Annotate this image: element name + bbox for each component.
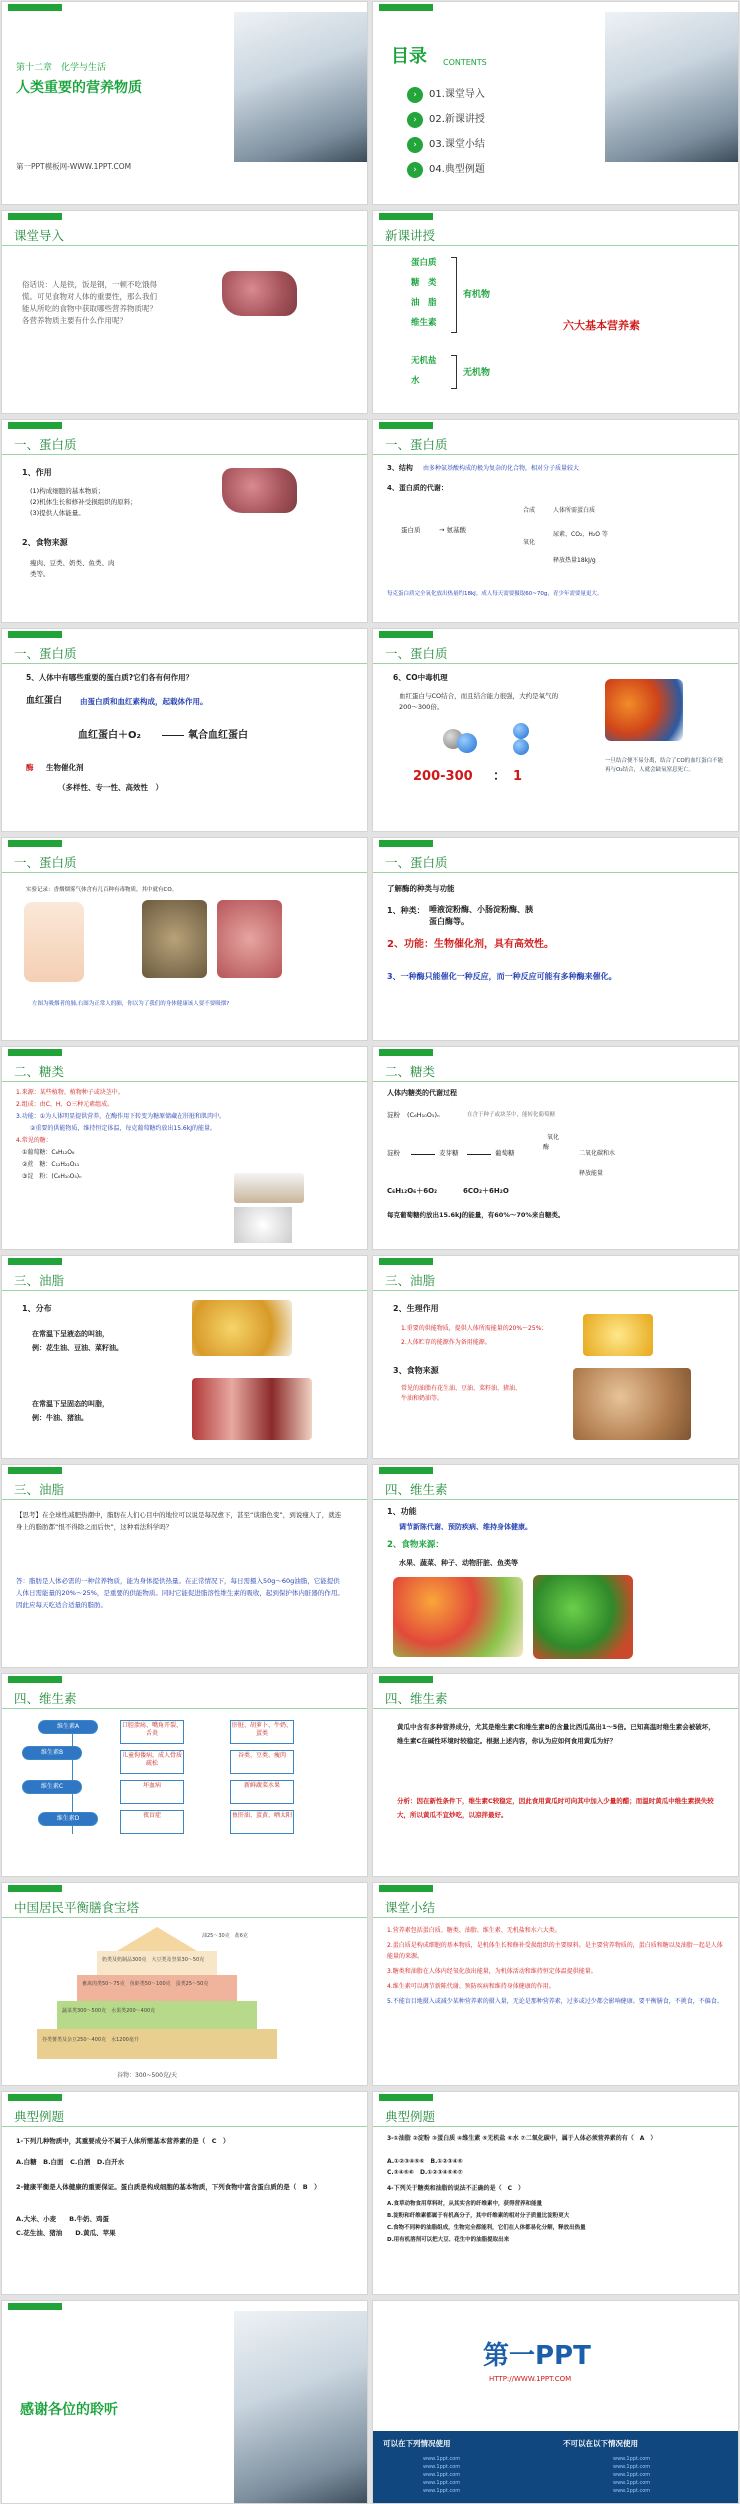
slide-header: [373, 429, 738, 455]
slide-heading: 新课讲授: [385, 228, 436, 243]
question-1-options: [16, 2156, 356, 2169]
bracket: [451, 257, 457, 333]
slide-heading: 一、蛋白质: [385, 646, 448, 661]
oil-jar-image: [583, 1314, 653, 1356]
subheading: 2、食物来源：: [387, 1540, 444, 1550]
food-box: 鱼肝油、蛋黄、晒太阳: [230, 1810, 294, 1834]
fish-image: [212, 336, 322, 376]
slide-heading: 典型例题: [14, 2109, 65, 2124]
metab-energy: 释放热量18kJ/g: [553, 557, 596, 564]
pyramid-tier-1: [117, 1927, 197, 1951]
nutrient-mineral: 无机盐: [411, 356, 437, 366]
slide-examples-1[interactable]: [1, 2091, 368, 2295]
slide-heading: 四、维生素: [385, 1482, 448, 1497]
option[interactable]: A.食草动物食用草料时，从其实含的纤维素中，获得营养和能量: [387, 2201, 542, 2207]
co2-water-label: 二氧化碳和水: [579, 1150, 616, 1157]
question-4: 4-下列关于糖类和油脂的说法不正确的是（ C ）: [387, 2185, 525, 2192]
summary-item: 2.蛋白质是构成细胞的基本物质，是机体生长和修补受损组织的主要原料。是主要营养物质的，蛋白质和糖以及油脂一起是人体能量的来源。: [387, 1942, 723, 1960]
nutrient-sugar: 糖 类: [411, 278, 437, 288]
slide-sugar-1[interactable]: [1, 1046, 368, 1250]
pyramid-bottom-label: 谷物：300~500克/天: [117, 2072, 177, 2079]
contents-item-1[interactable]: 01.课堂导入: [429, 89, 485, 100]
sugar-source: 1.来源：某些植物、植物种子或块茎中。: [16, 1089, 124, 1096]
question-3: 3-①油脂 ②淀粉 ③蛋白质 ④维生素 ⑤无机盐 ⑥水 ⑦二氧化碳中，属于人体必须营养素的有（ A ）: [387, 2135, 657, 2142]
slide-heading: 三、油脂: [14, 1273, 65, 1288]
co-body: 血红蛋白与CO结合，而且结合能力很强，大约是氧气的200～300倍。: [399, 692, 559, 711]
slide-heading: 一、蛋白质: [14, 437, 77, 452]
option[interactable]: B.淀粉和纤维素都属于有机高分子，其中纤维素的相对分子质量比淀粉更大: [387, 2213, 570, 2219]
subheading: 了解酶的种类与功能: [387, 884, 455, 893]
logo-url[interactable]: HTTP://WWW.1PPT.COM: [489, 2375, 572, 2383]
logo-text: 第一PPT: [483, 2341, 591, 2371]
slide-heading: 一、蛋白质: [385, 437, 448, 452]
fat-sources: 常见的油脂有花生油、豆油、菜籽油、猪油、牛油和奶油等。: [401, 1385, 522, 1402]
slide-heading: 课堂小结: [385, 1900, 436, 1915]
slide-license[interactable]: [372, 2300, 739, 2504]
equation-left: 血红蛋白＋O₂: [78, 730, 141, 741]
slide-header: [2, 429, 367, 455]
analysis-label: 分析：: [397, 1797, 417, 1805]
slide-heading: 一、蛋白质: [14, 855, 77, 870]
kinds-text: 唾液淀粉酶、小肠淀粉酶、胰蛋白酶等。: [429, 905, 533, 926]
question-text: 6、CO中毒机理: [393, 673, 448, 682]
slide-heading: 三、油脂: [14, 1482, 65, 1497]
metab-protein: 蛋白质: [401, 526, 421, 534]
slide-header: [373, 1265, 738, 1291]
slide-protein-6[interactable]: [372, 837, 739, 1041]
ratio-right: 1: [513, 769, 523, 784]
sugar-function: 3.功能：①为人体明显提供营养，在酶作用下转变为糖原储藏在肝脏和肌肉中。: [16, 1113, 226, 1120]
ratio-sep: ：: [493, 769, 507, 784]
slide-header: [373, 1892, 738, 1918]
six-nutrients-label: 六大基本营养素: [563, 319, 640, 332]
oxygen-atom-icon: [513, 723, 529, 739]
oxidation-label: 氧化: [547, 1134, 560, 1141]
inorganic-label: 无机物: [463, 368, 491, 378]
option[interactable]: B.①②③④⑤: [430, 2158, 463, 2165]
question-3-options: [387, 2156, 727, 2178]
slide-vitamin-1[interactable]: [372, 1464, 739, 1668]
metab-oxidize: 氧化: [523, 539, 536, 546]
function-list: [30, 486, 137, 519]
question-4-options: [387, 2198, 727, 2246]
oil-examples: 例：花生油、豆油、菜籽油。: [32, 1344, 123, 1352]
sugar-cubes-image: [234, 1207, 292, 1243]
peanuts-image: [573, 1368, 691, 1440]
equation-right: 6CO₂＋6H₂O: [463, 1187, 509, 1195]
slide-header: [373, 847, 738, 873]
slide-protein-5[interactable]: [1, 837, 368, 1041]
fat-role-1: 1.重要的供能物质，提供人体所需能量的20%～25%；: [401, 1325, 548, 1332]
contents-item-4[interactable]: 04.典型例题: [429, 164, 485, 175]
option[interactable]: A.①②③④⑤⑥: [387, 2158, 425, 2165]
vitamin-a-node: 维生素A: [38, 1720, 98, 1734]
metab-human-protein: 人体所需蛋白质: [553, 507, 596, 514]
slide-sugar-2[interactable]: [372, 1046, 739, 1250]
bracket: [451, 355, 457, 389]
sugar-starch: ③淀 粉：(C₆H₁₀O₅)ₙ: [22, 1173, 82, 1180]
slide-header: [373, 1056, 738, 1082]
equation-left: C₆H₁₂O₆＋6O₂: [387, 1187, 438, 1195]
slide-header: [2, 2101, 367, 2127]
enzyme-props: （多样性、专一性、高效性 ）: [58, 783, 163, 792]
organic-label: 有机物: [463, 290, 491, 300]
vegetable-oil-image: [192, 1300, 292, 1356]
slide-heading: 三、油脂: [385, 1273, 436, 1288]
slide-fat-2[interactable]: [372, 1255, 739, 1459]
sugar-list: [16, 1087, 356, 1183]
structure-text: 由多种氨基酸构成的极为复杂的化合物，相对分子质量较大: [423, 465, 580, 472]
pyramid-tier-3: [77, 1975, 237, 2001]
slide-header: [373, 220, 738, 246]
subheading: 3、食物来源: [393, 1366, 439, 1375]
intro-text: 俗话说：人是铁，饭是钢，一顿不吃饿得慌。可见食物对人体的重要性，那么我们能从所吃的食物中获取哪些营养物质呢？各营养物质主要有什么作用呢？: [22, 280, 157, 325]
nutrient-protein: 蛋白质: [411, 258, 437, 268]
enzyme-desc: 生物催化剂: [46, 763, 84, 772]
bullet-icon: ›: [407, 137, 423, 153]
slide-header: [2, 1265, 367, 1291]
option[interactable]: D.用有机溶剂可以把大豆、花生中的油脂提取出来: [387, 2237, 510, 2243]
slide-title-text: 人类重要的营养物质: [16, 80, 142, 96]
organic-list: [411, 253, 437, 333]
lab-scientist-photo: [234, 12, 368, 162]
oxygen-atom-icon: [457, 733, 477, 753]
slide-header: [2, 847, 367, 873]
starch-label: 淀粉: [387, 1111, 400, 1119]
sugar-glucose: ①葡萄糖：C₆H₁₂O₆: [22, 1149, 75, 1156]
hemoglobin-desc: 由蛋白质和血红素构成，起载体作用。: [80, 697, 208, 706]
starch-formula: (C₆H₁₀O₅)ₙ: [407, 1111, 440, 1119]
tier-label: 油25～30克 盐6克: [202, 1933, 248, 1939]
slide-header: [2, 1683, 367, 1709]
bullet-icon: ›: [407, 112, 423, 128]
slide-thanks[interactable]: [1, 2300, 368, 2504]
lab-scientist-photo: [234, 2311, 368, 2504]
tier-label: 畜禽肉类50～75克 鱼虾类50～100克 蛋类25～50克: [82, 1981, 209, 1987]
starch-note: 在含于种子或块茎中，能转化葡萄糖: [467, 1112, 556, 1118]
slide-nutrients[interactable]: [372, 210, 739, 414]
question-2: 2-健康平衡是人体健康的重要保证。蛋白质是构成细胞的基本物质，下列食物中富含蛋白质的是（ B ）: [16, 2183, 321, 2191]
option[interactable]: C.③④⑤⑥: [387, 2169, 415, 2176]
slide-header: [373, 638, 738, 664]
option[interactable]: D.白开水: [96, 2158, 125, 2166]
slide-heading: 四、维生素: [14, 1691, 77, 1706]
arrow: [411, 1154, 435, 1155]
summary-item: 4.维生素可以调节新陈代谢、预防疾病和维持身体健康的作用。: [387, 1983, 555, 1990]
ratio-left: 200-300: [413, 769, 473, 784]
chapter-label: 第十二章 化学与生活: [16, 63, 107, 73]
slide-header: [2, 1056, 367, 1082]
metab-products: 尿素、CO₂、H₂O 等: [553, 531, 608, 538]
tier-label: 蔬菜类300～500克 水果类200～400克: [62, 2008, 156, 2014]
subheading: 1、分布: [22, 1304, 52, 1313]
kinds-label: 1、种类：: [387, 906, 425, 915]
can-use-heading: 可以在下列情况使用: [383, 2439, 451, 2448]
nutrient-vitamin: 维生素: [411, 318, 437, 328]
sugar-energy-note: 每克葡萄糖约放出15.6kJ的能量，有60%～70%来自糖类。: [387, 1211, 565, 1219]
subheading: 4、蛋白质的代谢：: [387, 484, 448, 492]
metab-amino: → 氨基酸: [439, 526, 467, 534]
footer-url: 第一PPT模板网-WWW.1PPT.COM: [16, 162, 132, 171]
slide-heading: 一、蛋白质: [385, 855, 448, 870]
deficiency-box: 夜盲症: [120, 1810, 184, 1834]
slide-protein-1[interactable]: [1, 419, 368, 623]
summary-item: 1.营养素包括蛋白质、糖类、油脂、维生素、无机盐和水六大类。: [387, 1927, 561, 1934]
option[interactable]: C.食物不同种的油脂组成，生物完全都能利，它们在人体都易化分解，释放出热量: [387, 2225, 586, 2231]
slide-header: [2, 1892, 367, 1918]
summary-item: 5.不能盲目地摄入或减少某种营养素的摄入量，无论是那种营养素，过多或过少都会影响健康。要平衡膳食，不挑食，不偏食。: [387, 1998, 723, 2005]
lab-scientist-photo: [605, 12, 739, 162]
contents-title: 目录: [391, 46, 427, 67]
option[interactable]: C.花生油、猪油: [16, 2229, 63, 2237]
meat-image: [222, 271, 297, 316]
fat-role-2: 2.人体贮存的能源作为备用能源。: [401, 1339, 491, 1346]
slide-heading: 二、糖类: [385, 1064, 436, 1079]
fat-examples: 例：牛油、猪油。: [32, 1414, 88, 1422]
experiment-text: 实验记录：香烟烟雾气体含有几百种有毒物质，其中就有CO。: [26, 887, 178, 893]
meat-image: [222, 468, 297, 513]
slide-vitamin-3[interactable]: [372, 1673, 739, 1877]
slide-protein-2[interactable]: [372, 419, 739, 623]
tier-label: 奶类及奶制品300克 大豆类及坚果30～50克: [102, 1957, 205, 1963]
list-item: (3)提供人体能量。: [30, 509, 85, 517]
smoking-diagram: [24, 902, 84, 982]
slide-heading: 中国居民平衡膳食宝塔: [14, 1900, 140, 1915]
option[interactable]: A.大米、小麦: [16, 2215, 57, 2223]
cucumber-answer: [397, 1794, 717, 1822]
cannot-use-links[interactable]: www.1ppt.com www.1ppt.com www.1ppt.com www.1ppt.com www.1ppt.com: [613, 2456, 651, 2494]
slide-heading: 一、蛋白质: [14, 646, 77, 661]
slide-protein-3[interactable]: [1, 628, 368, 832]
subheading: 1、作用: [22, 468, 52, 477]
deficiency-box: 儿童佝偻病，成人骨质疏松: [120, 1750, 184, 1774]
oxygen-atom-icon: [513, 739, 529, 755]
subheading: 3、结构: [387, 464, 413, 472]
enzyme-note: 3、一种酶只能催化一种反应，而一种反应可能有多种酶来催化。: [387, 972, 617, 981]
vitamin-b-node: 维生素B: [22, 1746, 82, 1760]
oil-def: 在常温下呈液态的叫油，: [32, 1330, 109, 1338]
slide-header: [373, 1683, 738, 1709]
cucumber-question: 黄瓜中含有多种营养成分，尤其是维生素C和维生素B的含量比西瓜高出1～5倍。已知高温时维生素会被破坏，维生素C在碱性环境时较稳定。根据上述内容，你认为应如何食用黄瓜为好？: [397, 1723, 715, 1745]
fat-def: 在常温下呈固态的叫脂，: [32, 1400, 109, 1408]
list-item: (2)机体生长和修补受损组织的原料；: [30, 498, 137, 506]
sugar-package-image: [234, 1173, 304, 1203]
healthy-lung-image: [217, 900, 282, 978]
function-text: 2、功能：生物催化剂，具有高效性。: [387, 939, 554, 950]
metab-synth: 合成: [523, 507, 536, 514]
maltose-label: 麦芽糖: [439, 1149, 459, 1157]
fruit-image: [393, 1577, 523, 1657]
question-2-options: [16, 2212, 356, 2240]
slide-heading: 二、糖类: [14, 1064, 65, 1079]
energy-release-label: 释放能量: [579, 1170, 604, 1177]
arrow: [162, 735, 184, 736]
subheading: 2、食物来源: [22, 538, 68, 547]
hemoglobin-label: 血红蛋白: [26, 696, 63, 706]
can-use-links[interactable]: www.1ppt.com www.1ppt.com www.1ppt.com www.1ppt.com www.1ppt.com: [423, 2456, 461, 2494]
think-question: 【思考】在全球性减肥热潮中，脂肪在人们心目中的地位可以说是每况愈下，甚至“谈脂色变”，到说瘦人了，就连身上的脂肪都“恨不得除之而后快”，这种看法科学吗？: [16, 1511, 342, 1531]
slide-food-pyramid[interactable]: [1, 1882, 368, 2086]
sugar-sucrose: ②蔗 糖：C₁₂H₂₂O₁₁: [22, 1161, 80, 1168]
option[interactable]: C.白酒: [70, 2158, 91, 2166]
sugar-energy: ②重要的供能物质，维持恒定体温，每克葡萄糖约放出15.6kJ的能量。: [30, 1125, 216, 1132]
list-item: (1)构成细胞的基本物质；: [30, 487, 105, 495]
think-answer: 答：脂肪是人体必需的一种营养物质，能为身体提供热量。在正常情况下，每日需摄入50g～60g油脂，它能提供人体日需能量的20%～25%，是重要的供能物质。同时它能促进脂溶性维生素的吸收，起到保护体内脏器的作用。因此应每天吃适合适量的脂肪。: [16, 1577, 344, 1609]
sugar-composition: 2.组成：由C、H、O三种元素组成。: [16, 1101, 114, 1108]
vegetable-image: [533, 1575, 633, 1659]
enzyme-label: 酶: [26, 763, 34, 772]
bullet-icon: ›: [407, 87, 423, 103]
slide-summary[interactable]: [372, 1882, 739, 2086]
vitamin-d-node: 维生素D: [38, 1812, 98, 1826]
inorganic-list: [411, 351, 437, 391]
deficiency-box: 坏血病: [120, 1780, 184, 1804]
slide-header: [2, 220, 367, 246]
hemoglobin-model-image: [605, 679, 683, 741]
meat-fat-image: [192, 1378, 312, 1440]
slide-fat-1[interactable]: [1, 1255, 368, 1459]
slide-examples-2[interactable]: [372, 2091, 739, 2295]
contents-title-en: CONTENTS: [443, 58, 487, 67]
tier-label: 谷类薯类及杂豆250～400克 水1200毫升: [42, 2037, 139, 2043]
lung-caption: 左图为吸烟者的肺,右图为正常人的肺，你以为了我们的身体健康该人要不要吸烟?: [32, 1001, 230, 1007]
option[interactable]: A.白糖: [16, 2158, 37, 2166]
nutrient-water: 水: [411, 376, 420, 386]
subheading: 2、生理作用: [393, 1304, 439, 1313]
slide-header: [2, 638, 367, 664]
cannot-use-heading: 不可以在以下情况使用: [563, 2439, 638, 2448]
slide-heading: 典型例题: [385, 2109, 436, 2124]
pyramid-tier-4: [57, 2001, 257, 2029]
subheading: 人体内糖类的代谢过程: [387, 1089, 457, 1097]
nutrient-fat: 油 脂: [411, 298, 437, 308]
slide-heading: 四、维生素: [385, 1691, 448, 1706]
bullet-icon: ›: [407, 162, 423, 178]
enzyme-label: 酶: [543, 1144, 550, 1151]
question-text: 5、人体中有哪些重要的蛋白质?它们各有何作用？: [26, 673, 194, 682]
vitamin-sources: 水果、蔬菜、种子、动物肝脏、鱼类等: [399, 1559, 518, 1567]
slide-fat-3[interactable]: [1, 1464, 368, 1668]
option[interactable]: B.牛奶、鸡蛋: [69, 2215, 110, 2223]
thanks-text: 感谢各位的聆听: [20, 2402, 118, 2418]
common-sugars: 4.常见的糖：: [16, 1137, 52, 1144]
option[interactable]: B.白面: [43, 2158, 64, 2166]
vitamin-function: 调节新陈代谢、预防疾病、维持身体健康。: [399, 1523, 532, 1531]
slide-header: [373, 1474, 738, 1500]
analysis-text: 因在新性条件下，维生素C较稳定，因此食用黄瓜时可向其中加入少量的醋；而温时黄瓜中维生素损失较大，所以黄瓜不宜炒吃，以凉拌最好。: [397, 1797, 714, 1819]
co-side-note: 一旦结合便不易分离，结合了CO的血红蛋白不能再与O₂结合，人就会缺氧窒息死亡。: [605, 758, 724, 773]
deficiency-box: 口腔溃疡、嘴角开裂、舌炎: [120, 1720, 184, 1744]
slide-heading: 课堂导入: [14, 228, 65, 243]
food-box: 谷类、豆类、瘦肉: [230, 1750, 294, 1774]
slide-header: [2, 1474, 367, 1500]
smoker-lung-image: [142, 900, 207, 978]
contents-item-3[interactable]: 03.课堂小结: [429, 139, 485, 150]
food-box: 肝脏、胡萝卜、牛奶、蛋类: [230, 1720, 294, 1744]
fish-image: [212, 548, 322, 588]
summary-item: 3.糖类和油脂在人体内经氧化放出能量，为机体活动和维持恒定体温提供能量。: [387, 1968, 597, 1975]
slide-intro[interactable]: [1, 210, 368, 414]
vitamin-c-node: 维生素C: [22, 1780, 82, 1794]
slide-vitamin-2[interactable]: [1, 1673, 368, 1877]
equation-right: 氧合血红蛋白: [188, 730, 248, 741]
slide-header: [373, 2101, 738, 2127]
summary-list: [387, 1925, 727, 2007]
contents-item-2[interactable]: 02.新课讲授: [429, 114, 485, 125]
pyramid-tier-5: [37, 2029, 277, 2059]
food-source-text: 瘦肉、豆类、奶类、鱼类、肉类等。: [30, 559, 115, 578]
option[interactable]: D.①②③④⑤⑥⑦: [420, 2169, 463, 2176]
slide-contents[interactable]: [372, 1, 739, 205]
arrow: [467, 1154, 491, 1155]
subheading: 1、功能: [387, 1507, 417, 1516]
slide-protein-4[interactable]: [372, 628, 739, 832]
starch-label: 淀粉: [387, 1149, 400, 1157]
slide-title[interactable]: [1, 1, 368, 205]
question-1: 1-下列几种物质中，其重要成分不属于人体所需基本营养素的是（ C ）: [16, 2137, 230, 2145]
note-text: 每克蛋白质完全氧化放出热量约18kJ。成人每天需要摄取60~70g，青少年需要量更大。: [387, 591, 603, 597]
option[interactable]: D.黄瓜、苹果: [75, 2229, 116, 2237]
food-box: 新鲜蔬菜水果: [230, 1780, 294, 1804]
glucose-label: 葡萄糖: [495, 1149, 515, 1157]
